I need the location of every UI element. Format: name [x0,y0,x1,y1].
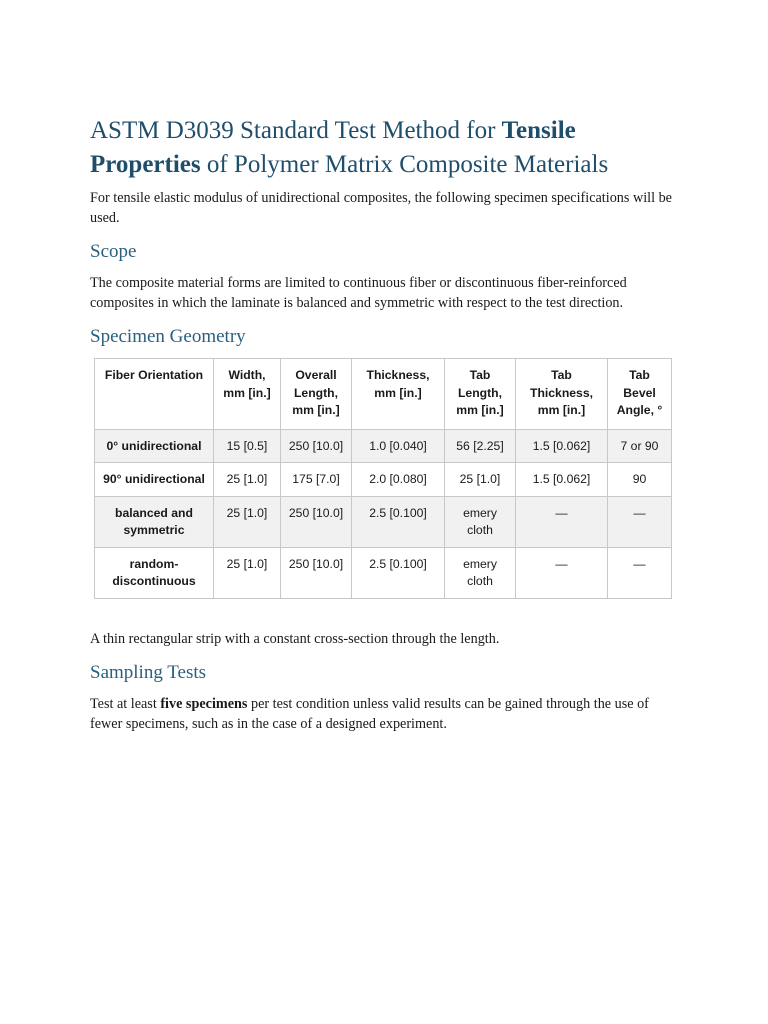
table-cell: 2.0 [0.080] [352,463,445,497]
specimen-geometry-heading: Specimen Geometry [90,326,246,347]
table-cell: 250 [10.0] [281,547,352,598]
sampling-text-before: Test at least [90,695,161,712]
table-cell: — [516,496,608,547]
row-label: random- discontinuous [95,547,214,598]
table-header-row [95,359,672,430]
specimen-table-wrapper [94,358,680,599]
table-cell: 175 [7.0] [281,463,352,497]
table-cell: emery cloth [445,547,516,598]
table-row [95,429,672,463]
scope-heading: Scope [90,241,137,262]
title-bold-1: Tensile [501,117,576,144]
table-cell: 1.5 [0.062] [516,429,608,463]
title-text-1: ASTM D3039 Standard Test Method for [90,117,502,144]
row-label: balanced and symmetric [95,496,214,547]
document-page [90,114,680,734]
specimen-geometry-table [94,358,672,599]
sampling-tests-heading: Sampling Tests [90,661,207,683]
col-header-tab-bevel-angle: Tab Bevel Angle, ° [608,359,672,430]
table-cell: — [516,547,608,598]
col-header-overall-length: Overall Length, mm [in.] [281,359,352,430]
title-bold-2: Properties [90,151,201,178]
table-cell: 1.0 [0.040] [352,429,445,463]
table-cell: 2.5 [0.100] [352,547,445,598]
table-cell: 15 [0.5] [214,429,281,463]
sampling-paragraph [90,694,680,734]
table-row [95,496,672,547]
row-label: 90° unidirectional [95,463,214,497]
col-header-tab-length: Tab Length, mm [in.] [445,359,516,430]
specimen-shape-note: A thin rectangular strip with a constant cross-section through the length. [90,630,500,647]
page-title [90,114,680,182]
col-header-tab-thickness: Tab Thickness, mm [in.] [516,359,608,430]
table-cell: 1.5 [0.062] [516,463,608,497]
table-cell: 25 [1.0] [445,463,516,497]
table-row [95,547,672,598]
table-cell: — [608,547,672,598]
table-cell: 7 or 90 [608,429,672,463]
table-cell: 90 [608,463,672,497]
intro-paragraph: For tensile elastic modulus of unidirectional composites, the following specimen specifications will be used. [90,190,672,226]
scope-paragraph: The composite material forms are limited to continuous fiber or discontinuous fiber-reinforced composites in which the laminate is balanced and symmetric with respect to the test direction. [90,275,627,311]
sampling-text-after: per test condition unless valid results can be gained through the use of fewer specimens, such as in the case of a designed experiment. [90,695,649,732]
table-cell: 250 [10.0] [281,496,352,547]
sampling-text-bold: five specimens [160,695,248,712]
col-header-thickness: Thickness, mm [in.] [352,359,445,430]
table-cell: 25 [1.0] [214,463,281,497]
col-header-fiber-orientation: Fiber Orientation [95,359,214,430]
col-header-width: Width, mm [in.] [214,359,281,430]
table-cell: 25 [1.0] [214,496,281,547]
table-cell: 2.5 [0.100] [352,496,445,547]
title-text-2: of Polymer Matrix Composite Materials [200,151,609,178]
table-cell: — [608,496,672,547]
row-label: 0° unidirectional [95,429,214,463]
table-cell: emery cloth [445,496,516,547]
table-row [95,463,672,497]
table-cell: 25 [1.0] [214,547,281,598]
table-cell: 56 [2.25] [445,429,516,463]
table-cell: 250 [10.0] [281,429,352,463]
